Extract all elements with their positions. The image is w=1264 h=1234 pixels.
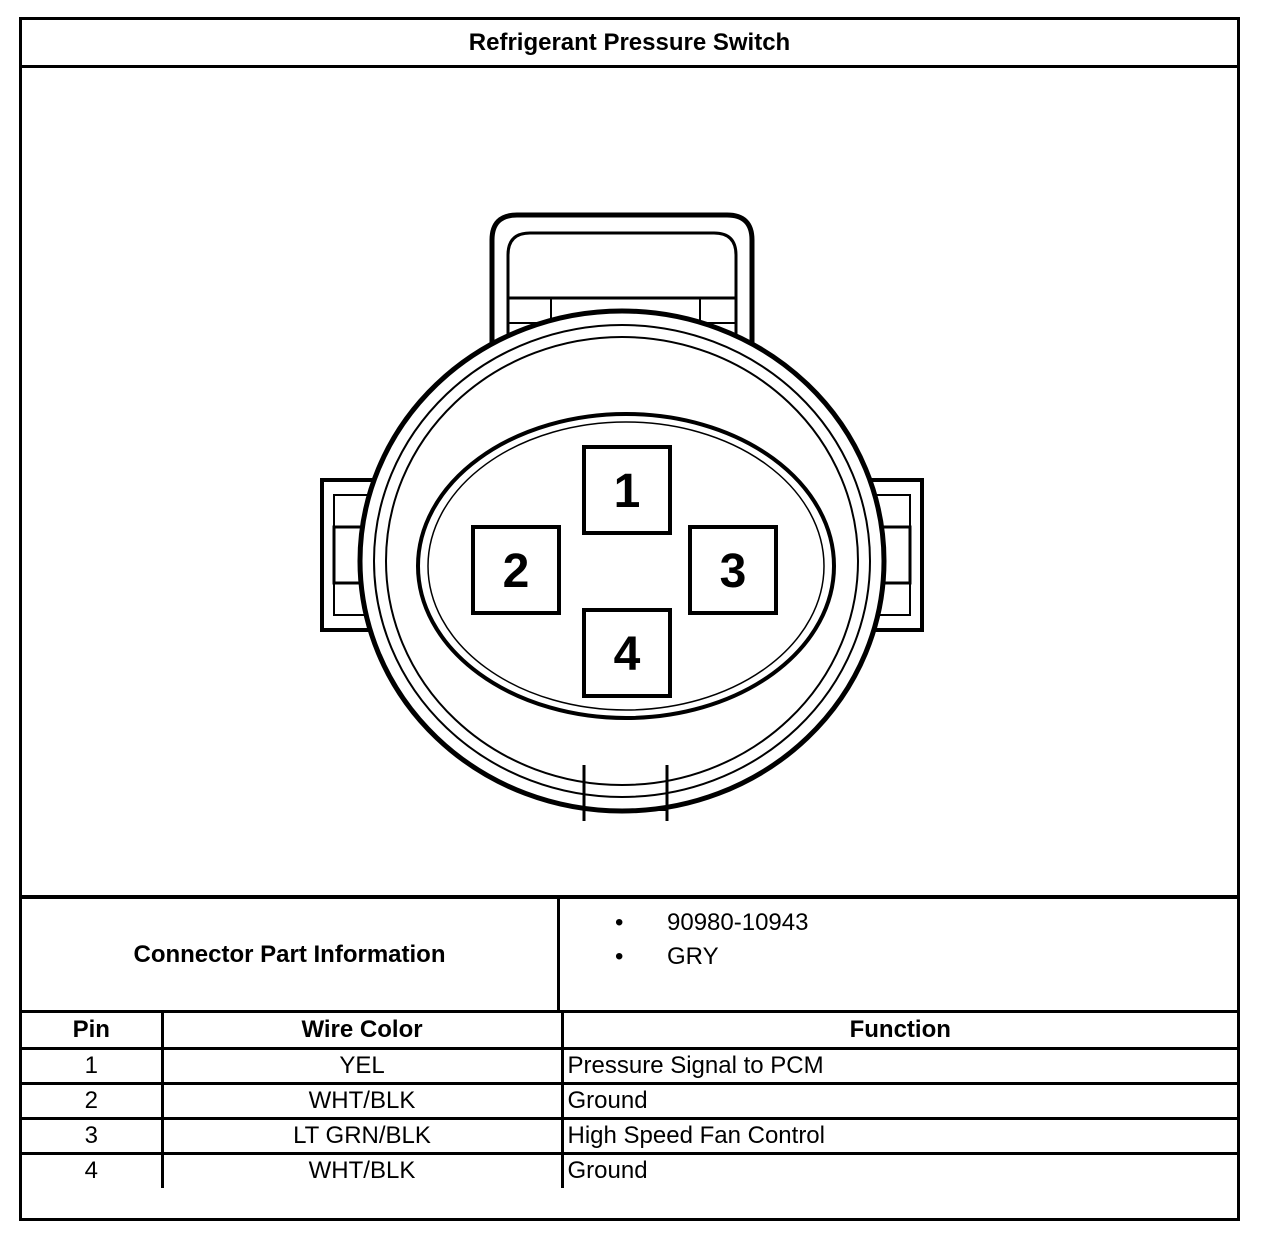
function-cell: High Speed Fan Control [562, 1118, 1237, 1153]
function-cell: Ground [562, 1083, 1237, 1118]
part-info-label: Connector Part Information [22, 899, 560, 1010]
table-row [22, 1118, 1237, 1153]
housing-outer-ring [360, 311, 884, 811]
table-row [22, 1048, 1237, 1083]
bullet-icon: • [615, 943, 624, 970]
page-title: Refrigerant Pressure Switch [22, 20, 1237, 68]
pin-cell: 4 [22, 1153, 162, 1188]
part-info-list [560, 899, 1237, 1010]
pin-number-2: 2 [502, 545, 530, 598]
pinout-table [22, 1013, 1237, 1188]
table-row [22, 1153, 1237, 1188]
table-header-row [22, 1013, 1237, 1048]
connector-part-info [22, 895, 1237, 1013]
pin-cell: 3 [22, 1118, 162, 1153]
header-pin: Pin [22, 1013, 162, 1048]
wire-color-cell: WHT/BLK [162, 1083, 562, 1118]
header-wire-color: Wire Color [162, 1013, 562, 1048]
connector-sheet [19, 17, 1240, 1221]
table-row [22, 1083, 1237, 1118]
function-cell: Pressure Signal to PCM [562, 1048, 1237, 1083]
connector-diagram [22, 65, 1237, 895]
pin-cell: 1 [22, 1048, 162, 1083]
pin-cell: 2 [22, 1083, 162, 1118]
pin-number-3: 3 [719, 545, 747, 598]
part-number: 90980-10943 [667, 909, 809, 936]
pin-number-4: 4 [613, 628, 641, 681]
bullet-icon: • [615, 909, 624, 936]
pin-number-1: 1 [613, 465, 641, 518]
connector-face-view [22, 65, 1237, 895]
header-function: Function [562, 1013, 1237, 1048]
connector-color: GRY [667, 943, 719, 970]
wire-color-cell: YEL [162, 1048, 562, 1083]
wire-color-cell: WHT/BLK [162, 1153, 562, 1188]
wire-color-cell: LT GRN/BLK [162, 1118, 562, 1153]
function-cell: Ground [562, 1153, 1237, 1188]
